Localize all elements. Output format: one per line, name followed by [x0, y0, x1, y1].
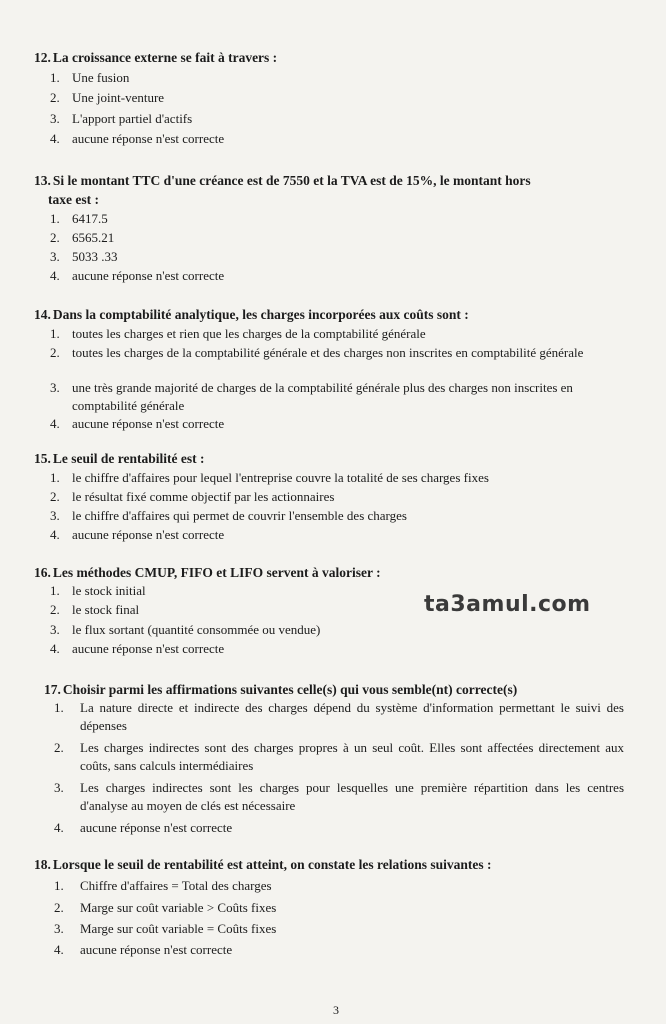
option-number: 4. — [54, 942, 64, 957]
option-text: le stock final — [72, 602, 140, 617]
option-number: 3. — [50, 249, 60, 264]
option-text: aucune réponse n'est correcte — [80, 942, 233, 957]
option-text: le chiffre d'affaires qui permet de couvrir l'ensemble des charges — [72, 508, 407, 523]
option-text: le flux sortant (quantité consommée ou vendue) — [72, 622, 321, 637]
option-number: 1. — [50, 70, 60, 85]
option-text: Les charges indirectes sont des charges propres à un seul coût. Elles sont affectées directement aux coûts, sans calculs intermédiaires — [80, 740, 624, 773]
question-number: 18. — [34, 857, 51, 872]
option-number: 3. — [50, 622, 60, 637]
option-number: 1. — [50, 211, 60, 226]
question-number: 15. — [34, 451, 51, 466]
option-number: 3. — [54, 780, 64, 795]
page-number: 3 — [333, 1003, 339, 1017]
option-number: 4. — [50, 527, 60, 542]
option-text: aucune réponse n'est correcte — [72, 131, 225, 146]
question-text: Choisir parmi les affirmations suivantes celle(s) qui vous semble(nt) correcte(s) — [62, 682, 518, 697]
question-text: La croissance externe se fait à travers : — [52, 50, 278, 65]
option-number: 3. — [50, 380, 60, 395]
option-number: 2. — [50, 230, 60, 245]
option-number: 3. — [50, 508, 60, 523]
option-text: Une fusion — [72, 70, 130, 85]
option-number: 1. — [50, 326, 60, 341]
option-number: 3. — [54, 921, 64, 936]
watermark-text: ta3amul.com — [424, 592, 591, 617]
question-number: 13. — [34, 173, 51, 188]
option-number: 2. — [50, 602, 60, 617]
option-number: 2. — [50, 90, 60, 105]
question-text: Le seuil de rentabilité est : — [52, 451, 205, 466]
option-text: aucune réponse n'est correcte — [72, 268, 225, 283]
option-number: 3. — [50, 111, 60, 126]
option-number: 1. — [54, 700, 64, 715]
question-text: Si le montant TTC d'une créance est de 7550 et la TVA est de 15%, le montant hors — [52, 173, 531, 188]
option-text: le stock initial — [72, 583, 146, 598]
option-text: Une joint-venture — [72, 90, 165, 105]
question-title — [34, 449, 642, 468]
question-text: Dans la comptabilité analytique, les charges incorporées aux coûts sont : — [52, 307, 469, 322]
option-number: 2. — [54, 740, 64, 755]
option-text: 6417.5 — [72, 211, 108, 226]
option-text: aucune réponse n'est correcte — [72, 416, 225, 431]
option-text: toutes les charges et rien que les charges de la comptabilité générale — [72, 326, 426, 341]
option-number: 2. — [50, 489, 60, 504]
question-title — [34, 305, 642, 324]
question-title — [34, 171, 642, 209]
question-title — [34, 563, 642, 582]
option-text: aucune réponse n'est correcte — [72, 641, 225, 656]
option-text: Marge sur coût variable > Coûts fixes — [80, 900, 277, 915]
option-number: 1. — [54, 878, 64, 893]
option-text: La nature directe et indirecte des charges dépend du système d'information permettant le suivi des dépenses — [80, 700, 624, 733]
option-text: 6565.21 — [72, 230, 115, 245]
option-number: 4. — [54, 820, 64, 835]
option-text: aucune réponse n'est correcte — [80, 820, 233, 835]
question-title — [34, 48, 642, 67]
option-text: le chiffre d'affaires pour lequel l'entreprise couvre la totalité de ses charges fixes — [72, 470, 489, 485]
option-number: 2. — [50, 345, 60, 360]
option-text: aucune réponse n'est correcte — [72, 527, 225, 542]
option-text: une très grande majorité de charges de la comptabilité générale plus des charges non inscrites en comptabilité générale — [72, 380, 573, 413]
option-text: L'apport partiel d'actifs — [72, 111, 193, 126]
option-text: Marge sur coût variable = Coûts fixes — [80, 921, 277, 936]
option-number: 4. — [50, 416, 60, 431]
question-number: 14. — [34, 307, 51, 322]
option-number: 4. — [50, 268, 60, 283]
option-number: 4. — [50, 641, 60, 656]
question-number: 17. — [44, 682, 61, 697]
option-text: le résultat fixé comme objectif par les actionnaires — [72, 489, 335, 504]
option-number: 2. — [54, 900, 64, 915]
option-number: 1. — [50, 583, 60, 598]
option-text: Chiffre d'affaires = Total des charges — [80, 878, 272, 893]
question-title — [34, 855, 642, 874]
option-number: 4. — [50, 131, 60, 146]
question-text: Les méthodes CMUP, FIFO et LIFO servent à valoriser : — [52, 565, 381, 580]
option-text: Les charges indirectes sont les charges pour lesquelles une première répartition dans les centres d'analyse au moyen de clés est nécessaire — [80, 780, 624, 813]
question-title — [44, 680, 642, 699]
question-number: 12. — [34, 50, 51, 65]
option-number: 1. — [50, 470, 60, 485]
question-text: Lorsque le seuil de rentabilité est atteint, on constate les relations suivantes : — [52, 857, 492, 872]
option-text: toutes les charges de la comptabilité générale et des charges non inscrites en comptabilité générale — [72, 345, 584, 360]
question-number: 16. — [34, 565, 51, 580]
question-text-continued: taxe est : — [48, 192, 99, 207]
option-text: 5033 .33 — [72, 249, 118, 264]
